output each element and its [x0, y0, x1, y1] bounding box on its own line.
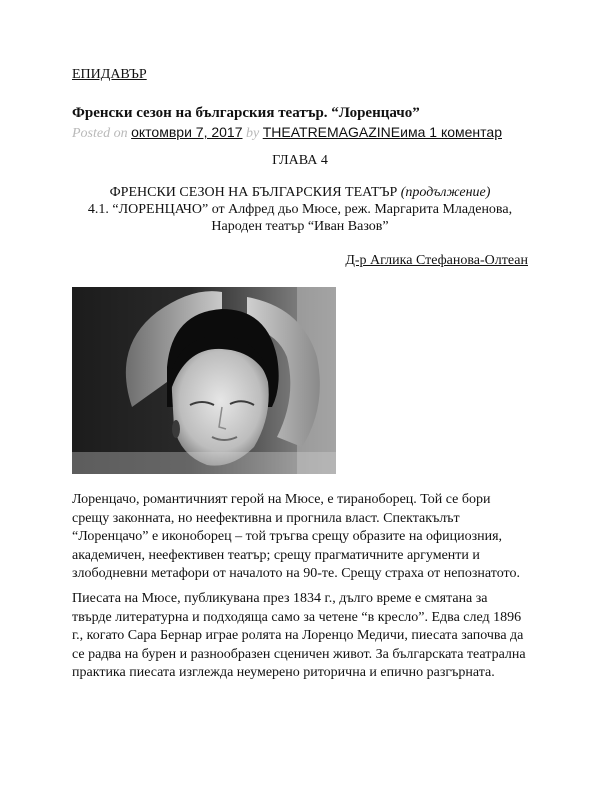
subheading-continuation: (продължение) [400, 185, 491, 200]
post-date-link[interactable]: октомври 7, 2017 [131, 124, 243, 140]
author-portrait-photo [72, 287, 336, 474]
article-byline: Д-р Аглика Стефанова-Олтеан [345, 253, 528, 268]
post-title[interactable]: Френски сезон на българския театър. “Лоренцачо” [72, 105, 420, 121]
subheading-line-1 [72, 184, 528, 201]
by-label: by [246, 126, 260, 141]
article-paragraph-2: Пиесата на Мюсе, публикувана през 1834 г., дълго време е смятана за твърде литературна и подходяща само за четене “в кресло”. Едва след 1896 г., когато Сара Бернар играе ролята на Лоренцо Медичи, пиесата започва да се радва на бурен и разнообразен сценичен живот. За българската театрална практика пиесата изглежда неумерено риторична и епично разгърната. [72, 591, 526, 680]
chapter-heading: ГЛАВА 4 [272, 153, 328, 168]
subheading-line-2: 4.1. “ЛОРЕНЦАЧО” от Алфред дьо Мюсе, реж. Маргарита Младенова, [87, 202, 513, 217]
comments-link[interactable]: има 1 коментар [400, 124, 502, 140]
post-meta [72, 124, 502, 142]
posted-on-label: Posted on [72, 126, 128, 141]
article-subheading [72, 184, 528, 235]
subheading-line-3: Народен театър “Иван Вазов” [211, 219, 389, 234]
article-paragraph-1: Лоренцачо, романтичният герой на Мюсе, е тираноборец. Той се бори срещу законната, но неефективна и прогнила власт. Спектакълът “Лоренцачо” е иконоборец – той тръгва срещу образите на официозния, академичен, неефективен театър; срещу прагматичните аргументи и злободневни метафори от началото на 90-те. Срещу страха от непознатото. [72, 492, 520, 581]
category-link-epidavar[interactable]: ЕПИДАВЪР [72, 67, 147, 82]
author-link[interactable]: THEATREMAGAZINE [262, 124, 401, 140]
subheading-title: ФРЕНСКИ СЕЗОН НА БЪЛГАРСКИЯ ТЕАТЪР [109, 185, 398, 200]
